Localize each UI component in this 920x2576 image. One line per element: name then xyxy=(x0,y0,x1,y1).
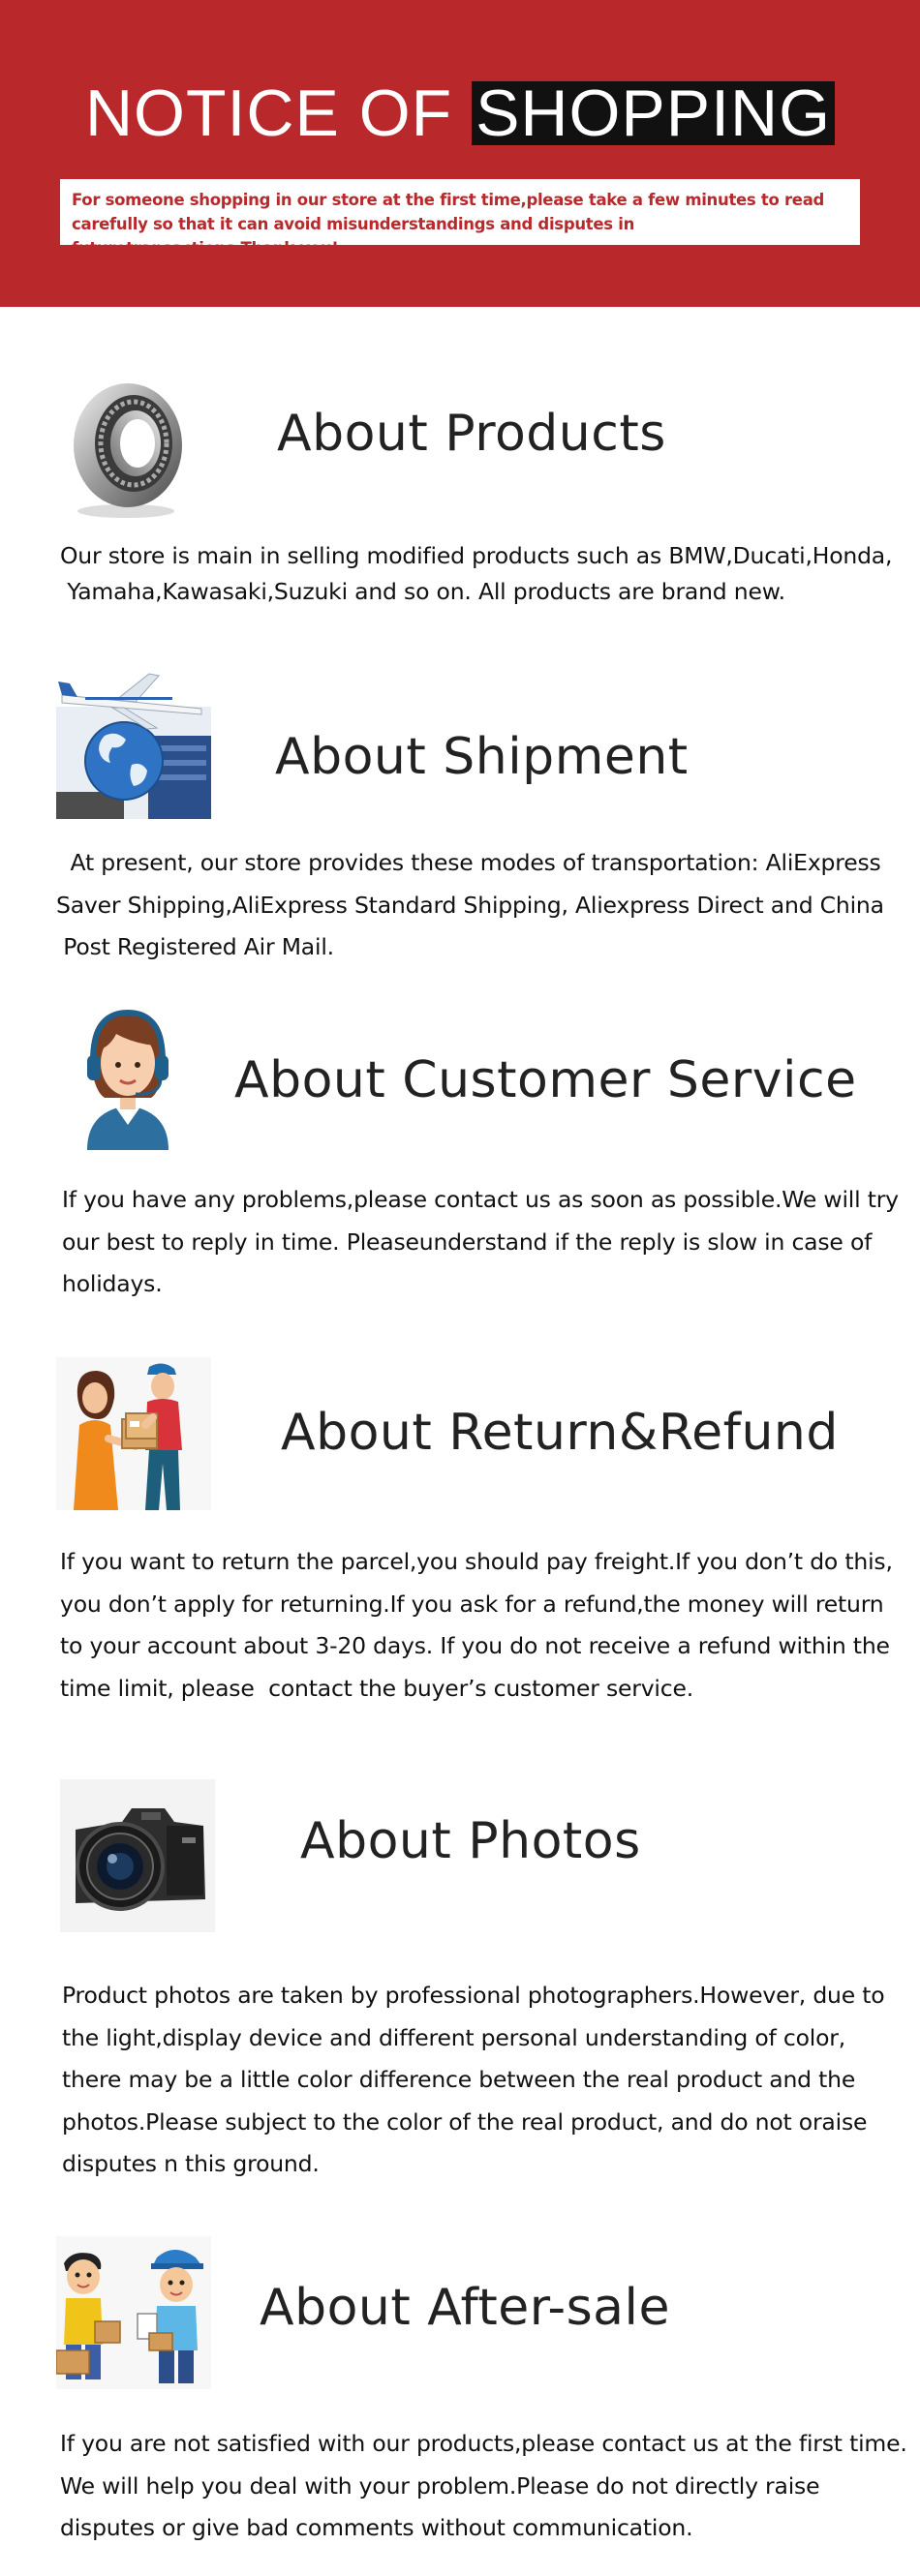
text-line: We will help you deal with your problem.Please do not directly raise xyxy=(60,2471,820,2500)
text-line: Our store is main in selling modified products such as BMW,Ducati,Honda, xyxy=(60,542,893,569)
text-line: Saver Shipping,AliExpress Standard Shipping, Aliexpress Direct and China xyxy=(56,891,884,919)
text-line: disputes or give bad comments without communication. xyxy=(60,2514,693,2541)
section-text-return-refund xyxy=(60,1541,903,1710)
text-line: If you have any problems,please contact us as soon as possible.We will try xyxy=(62,1186,899,1213)
section-text-photos xyxy=(62,1975,905,2186)
text-line: At present, our store provides these modes of transportation: AliExpress xyxy=(56,849,881,876)
text-line: Yamaha,Kawasaki,Suzuki and so on. All products are brand new. xyxy=(60,577,785,605)
page-title xyxy=(0,70,920,157)
section-title-after-sale: About After-sale xyxy=(260,2279,670,2337)
section-title-shipment: About Shipment xyxy=(275,728,689,786)
notice-line-2: carefully so that it can avoid misunderstandings and disputes in futuretransactions.Thank you! xyxy=(72,215,635,258)
section-title-products: About Products xyxy=(277,405,666,463)
notice-line-1: For someone shopping in our store at the first time,please take a few minutes to read xyxy=(72,191,825,209)
text-line: time limit, please contact the buyer’s customer service. xyxy=(60,1674,693,1702)
customer-service-agent-icon xyxy=(77,1005,178,1150)
title-part-2-highlight: SHOPPING xyxy=(472,81,835,145)
title-part-1: NOTICE OF xyxy=(84,76,473,150)
section-text-customer-service xyxy=(62,1179,899,1306)
text-line: photos.Please subject to the color of the real product, and do not oraise xyxy=(62,2107,868,2136)
delivery-people-icon xyxy=(56,2236,211,2389)
camera-icon xyxy=(60,1779,215,1932)
header-banner xyxy=(0,0,920,307)
text-line: to your account about 3-20 days. If you do not receive a refund within the xyxy=(60,1632,890,1659)
text-line: Post Registered Air Mail. xyxy=(56,933,334,960)
text-line: our best to reply in time. Pleaseunderstand if the reply is slow in case of xyxy=(62,1227,873,1256)
section-text-products xyxy=(60,535,893,613)
airplane-globe-icon xyxy=(56,668,211,819)
text-line: there may be a little color difference between the real product and the xyxy=(62,2066,856,2093)
notice-box xyxy=(60,179,860,258)
bearing-icon xyxy=(62,376,190,521)
text-line: Product photos are taken by professional photographers.However, due to xyxy=(62,1982,885,2009)
section-title-return-refund: About Return&Refund xyxy=(281,1404,839,1462)
text-line: holidays. xyxy=(62,1270,163,1297)
text-line: you don’t apply for returning.If you ask for a refund,the money will return xyxy=(60,1590,884,1618)
section-title-customer-service: About Customer Service xyxy=(234,1051,857,1109)
package-handover-icon xyxy=(56,1357,211,1510)
section-text-shipment xyxy=(56,842,899,969)
text-line: If you are not satisfied with our products,please contact us at the first time. xyxy=(60,2430,907,2457)
text-line: disputes n this ground. xyxy=(62,2150,320,2177)
section-text-after-sale xyxy=(60,2423,912,2550)
text-line: the light,display device and different personal understanding of color, xyxy=(62,2023,845,2051)
text-line: If you want to return the parcel,you should pay freight.If you don’t do this, xyxy=(60,1548,893,1575)
section-title-photos: About Photos xyxy=(300,1812,641,1870)
